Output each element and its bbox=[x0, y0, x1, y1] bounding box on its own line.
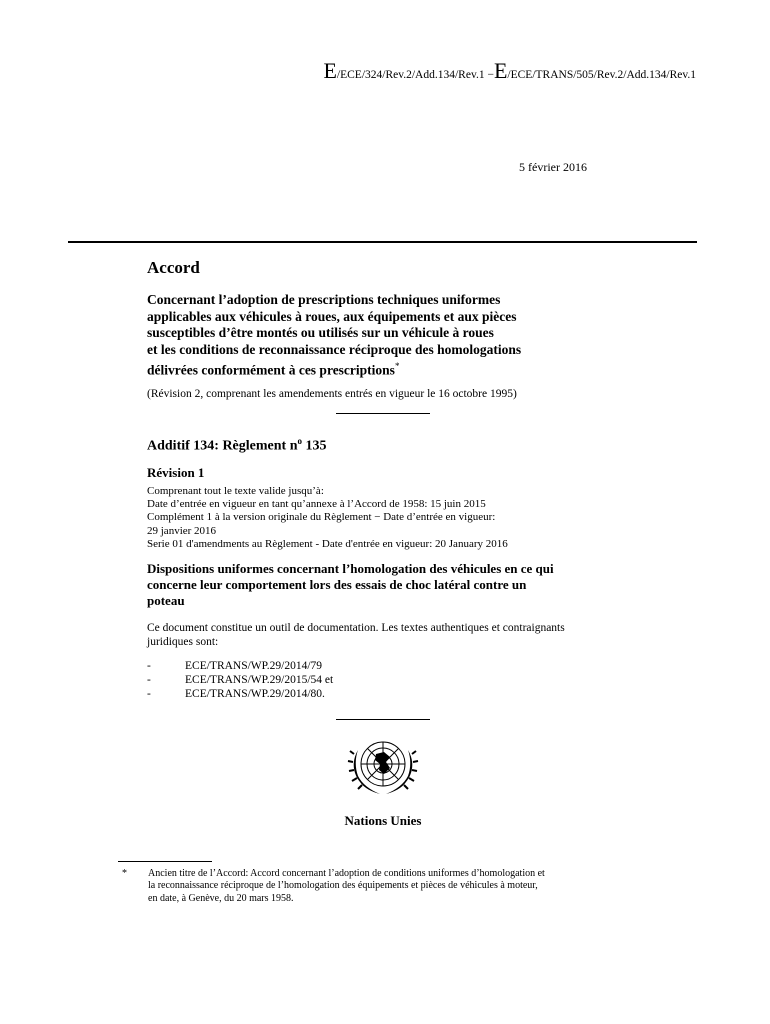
footnote bbox=[122, 868, 622, 905]
revision-heading: Révision 1 bbox=[147, 464, 205, 480]
subtitle-line: et les conditions de reconnaissance réciproque des homologations bbox=[147, 341, 522, 357]
revision-details bbox=[147, 485, 647, 552]
symbol-separator: − bbox=[487, 69, 494, 81]
symbol-prefix-2: E bbox=[493, 58, 508, 83]
detail-line: Date d’entrée en vigueur en tant qu’annexe à l’Accord de 1958: 15 juin 2015 bbox=[147, 498, 486, 511]
header-rule bbox=[68, 241, 697, 243]
footnote-text: Ancien titre de l’Accord: Accord concernant l’adoption de conditions uniformes d’homologation et la reconnaissance réciproque de l’homologation des équipements et pièces de véhicules à moteur, en date, à Genève, du 20 mars 1958. bbox=[148, 868, 545, 904]
document-symbol bbox=[323, 58, 696, 84]
organization-name: Nations Unies bbox=[344, 812, 422, 828]
separator-line bbox=[336, 413, 430, 414]
list-item: - ECE/TRANS/WP.29/2015/54 et bbox=[147, 673, 334, 686]
detail-line: Serie 01 d'amendments au Règlement - Date d'entrée en vigueur: 20 January 2016 bbox=[147, 538, 508, 551]
separator-line bbox=[336, 719, 430, 720]
number-superscript: o bbox=[297, 436, 302, 446]
main-content bbox=[147, 258, 647, 829]
subtitle-line: délivrées conformément à ces prescriptions* bbox=[147, 361, 400, 378]
list-item: - ECE/TRANS/WP.29/2014/79 bbox=[147, 659, 323, 672]
subtitle-line: susceptibles d’être montés ou utilisés sur un véhicule à roues bbox=[147, 325, 494, 340]
symbol-rest-2: /ECE/TRANS/505/Rev.2/Add.134/Rev.1 bbox=[507, 69, 696, 81]
footnote-marker: * bbox=[122, 868, 127, 879]
reference-list bbox=[147, 659, 647, 701]
detail-line: Comprenant tout le texte valide jusqu’à: bbox=[147, 484, 324, 497]
emblem-container bbox=[133, 732, 633, 807]
provisions-intro: Ce document constitue un outil de documentation. Les textes authentiques et contraignants juridiques sont: bbox=[147, 621, 565, 648]
footnote-rule bbox=[118, 861, 212, 862]
footnote-marker: * bbox=[394, 361, 400, 371]
provisions-heading: Dispositions uniformes concernant l’homologation des véhicules en ce qui concerne leur comportement lors des essais de choc latéral contre un poteau bbox=[147, 560, 554, 608]
detail-line: 29 janvier 2016 bbox=[147, 524, 217, 537]
addendum-heading: Additif 134: Règlement $n^o$ 135 bbox=[147, 436, 327, 454]
revision-note: (Révision 2, comprenant les amendements entrés en vigueur le 16 octobre 1995) bbox=[147, 388, 517, 400]
agreement-subtitle bbox=[147, 292, 647, 379]
subtitle-line: applicables aux véhicules à roues, aux équipements et aux pièces bbox=[147, 308, 517, 324]
detail-line: Complément 1 à la version originale du Règlement − Date d’entrée en vigueur: bbox=[147, 511, 496, 524]
agreement-title: Accord bbox=[147, 258, 200, 277]
list-item: - ECE/TRANS/WP.29/2014/80. bbox=[147, 687, 325, 700]
subtitle-line: Concernant l’adoption de prescriptions techniques uniformes bbox=[147, 292, 501, 307]
united-nations-emblem-icon bbox=[346, 732, 420, 802]
symbol-rest-1: /ECE/324/Rev.2/Add.134/Rev.1 bbox=[336, 69, 485, 81]
document-date: 5 février 2016 bbox=[519, 160, 587, 174]
symbol-prefix-1: E bbox=[323, 58, 337, 83]
